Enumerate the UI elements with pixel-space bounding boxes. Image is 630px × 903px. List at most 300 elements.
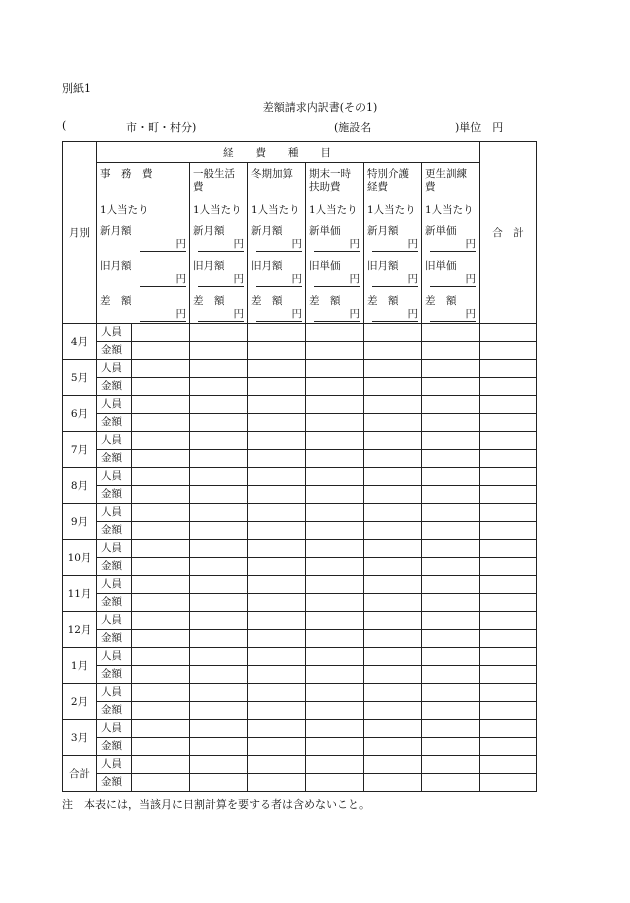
data-cell[interactable] [480, 702, 537, 720]
data-cell[interactable] [248, 576, 306, 594]
data-cell[interactable] [248, 504, 306, 522]
row-type-label: 金額 [101, 702, 132, 719]
data-cell[interactable] [422, 450, 480, 468]
yen-unit: 円 [372, 308, 418, 322]
diff-amount-label: 差 額 [425, 295, 457, 307]
row-type-label: 金額 [101, 522, 132, 539]
row-type-label: 金額 [101, 666, 132, 683]
data-cell[interactable] [364, 630, 422, 648]
data-cell[interactable] [422, 540, 480, 558]
data-cell[interactable] [364, 396, 422, 414]
data-cell[interactable] [480, 540, 537, 558]
data-cell[interactable] [422, 774, 480, 792]
row-label-cell [97, 522, 190, 540]
data-cell[interactable] [306, 612, 364, 630]
row-type-label: 金額 [101, 414, 132, 431]
table-row [63, 666, 537, 684]
data-cell[interactable] [306, 378, 364, 396]
new-amount-label: 新月額 [367, 225, 399, 237]
table-row [63, 540, 537, 558]
amount-line [367, 295, 418, 322]
yen-unit: 円 [372, 238, 418, 252]
row-type-label: 人員 [101, 756, 132, 773]
month-label: 3月 [63, 720, 97, 756]
data-cell[interactable] [306, 702, 364, 720]
data-cell[interactable] [480, 774, 537, 792]
row-type-label: 人員 [101, 396, 132, 413]
data-cell[interactable] [364, 342, 422, 360]
data-cell[interactable] [306, 324, 364, 342]
diff-amount-label: 差 額 [193, 295, 225, 307]
data-cell[interactable] [480, 756, 537, 774]
row-label-cell [97, 432, 190, 450]
data-cell[interactable] [364, 432, 422, 450]
amount-line [425, 260, 476, 287]
data-cell[interactable] [480, 684, 537, 702]
row-type-label: 人員 [101, 468, 132, 485]
amount-line [100, 225, 186, 252]
row-label-cell [97, 774, 190, 792]
header-line [62, 119, 582, 135]
data-cell[interactable] [248, 666, 306, 684]
amount-line [309, 225, 360, 252]
diff-amount-label: 差 額 [100, 295, 132, 307]
data-cell[interactable] [364, 756, 422, 774]
amount-line [425, 295, 476, 322]
data-cell[interactable] [480, 486, 537, 504]
data-cell[interactable] [364, 504, 422, 522]
data-cell[interactable] [190, 504, 248, 522]
row-type-label: 人員 [101, 504, 132, 521]
data-cell[interactable] [190, 468, 248, 486]
attachment-label: 別紙1 [62, 82, 91, 95]
data-cell[interactable] [306, 774, 364, 792]
amount-line [309, 295, 360, 322]
data-cell[interactable] [480, 648, 537, 666]
data-cell[interactable] [422, 738, 480, 756]
data-cell[interactable] [248, 450, 306, 468]
row-label-cell [97, 396, 190, 414]
data-cell[interactable] [480, 450, 537, 468]
data-cell[interactable] [248, 360, 306, 378]
row-label-cell [97, 486, 190, 504]
data-cell[interactable] [480, 342, 537, 360]
data-cell[interactable] [480, 522, 537, 540]
data-cell[interactable] [190, 774, 248, 792]
data-cell[interactable] [422, 558, 480, 576]
data-cell[interactable] [248, 738, 306, 756]
row-label-cell [97, 756, 190, 774]
data-cell[interactable] [190, 378, 248, 396]
month-label: 9月 [63, 504, 97, 540]
data-cell[interactable] [306, 594, 364, 612]
data-cell[interactable] [422, 486, 480, 504]
new-amount-label: 新月額 [100, 225, 132, 237]
yen-unit: 円 [140, 238, 186, 252]
amount-line [309, 260, 360, 287]
data-cell[interactable] [248, 612, 306, 630]
data-cell[interactable] [190, 648, 248, 666]
row-label-cell [97, 504, 190, 522]
data-cell[interactable] [248, 720, 306, 738]
data-cell[interactable] [480, 738, 537, 756]
data-cell[interactable] [190, 486, 248, 504]
data-cell[interactable] [248, 522, 306, 540]
data-cell[interactable] [306, 756, 364, 774]
data-cell[interactable] [306, 558, 364, 576]
data-cell[interactable] [306, 522, 364, 540]
data-cell[interactable] [364, 558, 422, 576]
data-cell[interactable] [248, 594, 306, 612]
data-cell[interactable] [364, 540, 422, 558]
row-type-label: 人員 [101, 324, 132, 341]
data-cell[interactable] [422, 702, 480, 720]
per-person-label: 1人当たり [100, 204, 149, 216]
row-type-label: 金額 [101, 774, 132, 791]
old-amount-label: 旧単価 [425, 260, 457, 272]
table-row [63, 522, 537, 540]
old-amount-label: 旧月額 [251, 260, 283, 272]
data-cell[interactable] [190, 396, 248, 414]
data-cell[interactable] [306, 342, 364, 360]
diff-amount-label: 差 額 [367, 295, 399, 307]
diff-amount-label: 差 額 [251, 295, 283, 307]
data-cell[interactable] [306, 504, 364, 522]
data-cell[interactable] [190, 540, 248, 558]
data-cell[interactable] [248, 702, 306, 720]
data-cell[interactable] [190, 432, 248, 450]
data-cell[interactable] [422, 594, 480, 612]
month-label: 8月 [63, 468, 97, 504]
data-cell[interactable] [422, 468, 480, 486]
yen-unit: 円 [256, 273, 302, 287]
month-label: 12月 [63, 612, 97, 648]
data-cell[interactable] [248, 540, 306, 558]
amount-line [193, 295, 244, 322]
per-person-label: 1人当たり [367, 204, 416, 216]
row-type-label: 金額 [101, 378, 132, 395]
row-type-label: 金額 [101, 342, 132, 359]
data-cell[interactable] [364, 414, 422, 432]
expense-name: 期末一時扶助費 [309, 168, 351, 193]
data-cell[interactable] [306, 720, 364, 738]
row-label-cell [97, 342, 190, 360]
table-row [63, 396, 537, 414]
row-label-cell [97, 612, 190, 630]
data-cell[interactable] [306, 738, 364, 756]
data-cell[interactable] [364, 468, 422, 486]
data-cell[interactable] [190, 576, 248, 594]
data-cell[interactable] [248, 756, 306, 774]
data-cell[interactable] [306, 468, 364, 486]
old-amount-label: 旧単価 [309, 260, 341, 272]
row-label-cell [97, 324, 190, 342]
row-label-cell [97, 684, 190, 702]
data-cell[interactable] [190, 324, 248, 342]
data-cell[interactable] [422, 360, 480, 378]
data-cell[interactable] [190, 612, 248, 630]
data-cell[interactable] [480, 558, 537, 576]
data-cell[interactable] [306, 630, 364, 648]
data-cell[interactable] [364, 648, 422, 666]
data-cell[interactable] [364, 774, 422, 792]
data-cell[interactable] [248, 486, 306, 504]
table-row [63, 648, 537, 666]
table-row [63, 612, 537, 630]
data-cell[interactable] [306, 684, 364, 702]
row-label-cell [97, 378, 190, 396]
data-cell[interactable] [306, 396, 364, 414]
amount-line [367, 260, 418, 287]
data-cell[interactable] [480, 630, 537, 648]
old-amount-label: 旧月額 [193, 260, 225, 272]
expense-name: 冬期加算 [251, 168, 293, 180]
data-cell[interactable] [422, 576, 480, 594]
data-cell[interactable] [422, 612, 480, 630]
amount-line [193, 260, 244, 287]
yen-unit: 円 [430, 308, 476, 322]
data-cell[interactable] [364, 576, 422, 594]
new-amount-label: 新月額 [251, 225, 283, 237]
table-row [63, 486, 537, 504]
table-row [63, 576, 537, 594]
header-facility: (施設名 [334, 121, 372, 134]
data-cell[interactable] [364, 360, 422, 378]
data-cell[interactable] [306, 360, 364, 378]
data-cell[interactable] [422, 432, 480, 450]
data-cell[interactable] [480, 504, 537, 522]
row-type-label: 金額 [101, 558, 132, 575]
data-cell[interactable] [248, 684, 306, 702]
per-person-label: 1人当たり [309, 204, 358, 216]
data-cell[interactable] [248, 324, 306, 342]
row-type-label: 人員 [101, 360, 132, 377]
data-cell[interactable] [190, 522, 248, 540]
old-amount-label: 旧月額 [367, 260, 399, 272]
new-amount-label: 新単価 [425, 225, 457, 237]
new-amount-label: 新単価 [309, 225, 341, 237]
yen-unit: 円 [256, 308, 302, 322]
data-cell[interactable] [364, 738, 422, 756]
row-type-label: 人員 [101, 612, 132, 629]
data-cell[interactable] [306, 648, 364, 666]
data-cell[interactable] [480, 612, 537, 630]
data-cell[interactable] [190, 720, 248, 738]
data-cell[interactable] [190, 666, 248, 684]
data-cell[interactable] [480, 576, 537, 594]
per-person-label: 1人当たり [193, 204, 242, 216]
row-type-label: 金額 [101, 594, 132, 611]
data-cell[interactable] [364, 666, 422, 684]
row-label-cell [97, 738, 190, 756]
data-cell[interactable] [422, 396, 480, 414]
expense-name: 一般生活費 [193, 168, 235, 193]
data-cell[interactable] [480, 468, 537, 486]
data-cell[interactable] [190, 360, 248, 378]
yen-unit: 円 [314, 238, 360, 252]
data-cell[interactable] [480, 378, 537, 396]
row-label-cell [97, 540, 190, 558]
data-cell[interactable] [306, 540, 364, 558]
row-type-label: 人員 [101, 540, 132, 557]
data-cell[interactable] [248, 630, 306, 648]
data-cell[interactable] [422, 648, 480, 666]
row-type-label: 人員 [101, 720, 132, 737]
table-row [63, 504, 537, 522]
yen-unit: 円 [140, 308, 186, 322]
data-cell[interactable] [422, 378, 480, 396]
data-cell[interactable] [190, 684, 248, 702]
data-cell[interactable] [190, 738, 248, 756]
expense-name: 更生訓練費 [425, 168, 467, 193]
data-cell[interactable] [364, 612, 422, 630]
expense-name: 特別介護経費 [367, 168, 409, 193]
yen-unit: 円 [430, 273, 476, 287]
header-unit: )単位 円 [455, 121, 504, 134]
data-cell[interactable] [422, 684, 480, 702]
yen-unit: 円 [314, 273, 360, 287]
data-cell[interactable] [190, 558, 248, 576]
data-cell[interactable] [248, 774, 306, 792]
data-cell[interactable] [306, 432, 364, 450]
data-cell[interactable] [248, 558, 306, 576]
expense-column-header [97, 163, 190, 324]
data-cell[interactable] [364, 684, 422, 702]
data-cell[interactable] [190, 594, 248, 612]
data-cell[interactable] [306, 486, 364, 504]
data-cell[interactable] [248, 378, 306, 396]
data-cell[interactable] [248, 414, 306, 432]
data-cell[interactable] [364, 450, 422, 468]
per-person-label: 1人当たり [251, 204, 300, 216]
row-type-label: 金額 [101, 450, 132, 467]
data-cell[interactable] [422, 504, 480, 522]
data-cell[interactable] [480, 360, 537, 378]
data-cell[interactable] [306, 450, 364, 468]
data-cell[interactable] [480, 324, 537, 342]
data-cell[interactable] [480, 720, 537, 738]
data-cell[interactable] [480, 432, 537, 450]
month-label: 5月 [63, 360, 97, 396]
table-row [63, 450, 537, 468]
expense-type-header: 経費種目 [97, 142, 480, 163]
data-cell[interactable] [422, 666, 480, 684]
data-cell[interactable] [422, 324, 480, 342]
data-cell[interactable] [190, 450, 248, 468]
month-label: 7月 [63, 432, 97, 468]
data-cell[interactable] [422, 414, 480, 432]
yen-unit: 円 [198, 238, 244, 252]
data-cell[interactable] [364, 594, 422, 612]
month-label: 合計 [63, 756, 97, 792]
data-cell[interactable] [190, 342, 248, 360]
expense-column-header [364, 163, 422, 324]
data-cell[interactable] [364, 720, 422, 738]
data-cell[interactable] [248, 468, 306, 486]
data-cell[interactable] [364, 702, 422, 720]
data-cell[interactable] [248, 432, 306, 450]
data-cell[interactable] [364, 378, 422, 396]
table-row [63, 738, 537, 756]
row-label-cell [97, 630, 190, 648]
data-cell[interactable] [364, 486, 422, 504]
expense-difference-table [62, 141, 537, 792]
row-type-label: 人員 [101, 576, 132, 593]
expense-column-header [422, 163, 480, 324]
data-cell[interactable] [190, 414, 248, 432]
data-cell[interactable] [480, 666, 537, 684]
data-cell[interactable] [422, 630, 480, 648]
expense-name: 事 務 費 [100, 168, 153, 180]
data-cell[interactable] [422, 342, 480, 360]
amount-line [425, 225, 476, 252]
month-label: 10月 [63, 540, 97, 576]
yen-unit: 円 [140, 273, 186, 287]
data-cell[interactable] [422, 522, 480, 540]
header-municipality: 市・町・村分) [126, 121, 197, 134]
table-row [63, 414, 537, 432]
table-row [63, 468, 537, 486]
data-cell[interactable] [364, 522, 422, 540]
table-row [63, 342, 537, 360]
table-row [63, 684, 537, 702]
data-cell[interactable] [190, 756, 248, 774]
header-open-paren: ( [62, 119, 67, 132]
yen-unit: 円 [198, 308, 244, 322]
yen-unit: 円 [256, 238, 302, 252]
amount-line [251, 295, 302, 322]
row-type-label: 金額 [101, 738, 132, 755]
data-cell[interactable] [480, 414, 537, 432]
amount-line [251, 225, 302, 252]
footnote: 注 本表には，当該月に日割計算を要する者は含めないこと。 [62, 798, 370, 811]
data-cell[interactable] [248, 342, 306, 360]
data-cell[interactable] [190, 702, 248, 720]
table-row [63, 756, 537, 774]
old-amount-label: 旧月額 [100, 260, 132, 272]
diff-amount-label: 差 額 [309, 295, 341, 307]
data-cell[interactable] [480, 594, 537, 612]
row-label-cell [97, 450, 190, 468]
data-cell[interactable] [306, 666, 364, 684]
row-label-cell [97, 414, 190, 432]
row-type-label: 人員 [101, 432, 132, 449]
data-cell[interactable] [306, 414, 364, 432]
row-label-cell [97, 720, 190, 738]
data-cell[interactable] [480, 396, 537, 414]
row-label-cell [97, 666, 190, 684]
data-cell[interactable] [248, 648, 306, 666]
data-cell[interactable] [248, 396, 306, 414]
row-label-cell [97, 576, 190, 594]
data-cell[interactable] [190, 630, 248, 648]
row-label-cell [97, 468, 190, 486]
per-person-label: 1人当たり [425, 204, 474, 216]
yen-unit: 円 [430, 238, 476, 252]
row-label-cell [97, 594, 190, 612]
month-label: 4月 [63, 324, 97, 360]
data-cell[interactable] [422, 756, 480, 774]
data-cell[interactable] [422, 720, 480, 738]
month-label: 1月 [63, 648, 97, 684]
amount-line [251, 260, 302, 287]
month-column-header: 月別 [63, 142, 97, 324]
total-column-header: 合 計 [480, 142, 537, 324]
data-cell[interactable] [306, 576, 364, 594]
expense-column-header [190, 163, 248, 324]
table-row [63, 378, 537, 396]
data-cell[interactable] [364, 324, 422, 342]
